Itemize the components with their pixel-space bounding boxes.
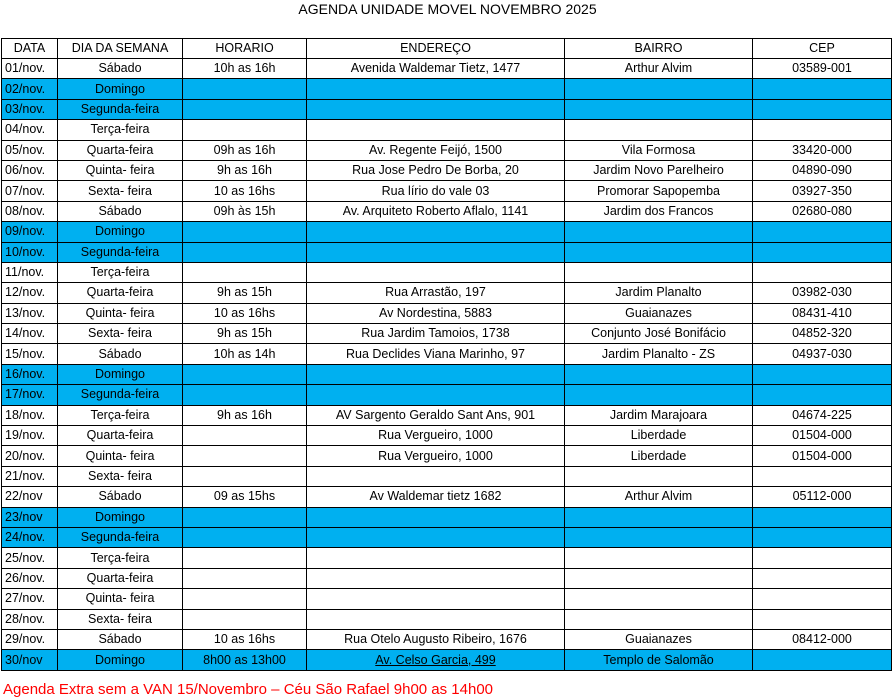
cell-date: 06/nov. bbox=[2, 160, 58, 180]
cell-address bbox=[307, 262, 565, 282]
schedule-table-body bbox=[2, 59, 892, 671]
cell-neighborhood bbox=[565, 99, 753, 119]
footer-note: Agenda Extra sem a VAN 15/Novembro – Céu São Rafael 9h00 as 14h00 bbox=[3, 681, 494, 698]
table-row bbox=[2, 609, 892, 629]
cell-weekday: Sábado bbox=[58, 344, 183, 364]
cell-time: 09 as 15hs bbox=[183, 487, 307, 507]
cell-address bbox=[307, 568, 565, 588]
cell-neighborhood bbox=[565, 385, 753, 405]
cell-address: Av. Arquiteto Roberto Aflalo, 1141 bbox=[307, 201, 565, 221]
cell-weekday: Domingo bbox=[58, 650, 183, 670]
cell-address: Rua Arrastão, 197 bbox=[307, 283, 565, 303]
column-header-address: ENDEREÇO bbox=[307, 39, 565, 59]
cell-weekday: Domingo bbox=[58, 364, 183, 384]
table-row bbox=[2, 160, 892, 180]
cell-neighborhood bbox=[565, 79, 753, 99]
table-row bbox=[2, 405, 892, 425]
column-header-weekday: DIA DA SEMANA bbox=[58, 39, 183, 59]
cell-address bbox=[307, 466, 565, 486]
cell-neighborhood: Vila Formosa bbox=[565, 140, 753, 160]
cell-weekday: Quarta-feira bbox=[58, 140, 183, 160]
cell-time bbox=[183, 242, 307, 262]
cell-zip bbox=[753, 548, 892, 568]
cell-zip: 01504-000 bbox=[753, 426, 892, 446]
cell-date: 04/nov. bbox=[2, 120, 58, 140]
cell-time bbox=[183, 507, 307, 527]
cell-time: 10h as 14h bbox=[183, 344, 307, 364]
cell-time: 9h as 15h bbox=[183, 324, 307, 344]
cell-zip bbox=[753, 120, 892, 140]
cell-date: 27/nov. bbox=[2, 589, 58, 609]
cell-zip bbox=[753, 99, 892, 119]
cell-date: 25/nov. bbox=[2, 548, 58, 568]
cell-address: Avenida Waldemar Tietz, 1477 bbox=[307, 59, 565, 79]
cell-weekday: Segunda-feira bbox=[58, 385, 183, 405]
cell-date: 19/nov. bbox=[2, 426, 58, 446]
cell-date: 23/nov bbox=[2, 507, 58, 527]
cell-address bbox=[307, 589, 565, 609]
cell-date: 17/nov. bbox=[2, 385, 58, 405]
cell-date: 08/nov. bbox=[2, 201, 58, 221]
cell-weekday: Sexta- feira bbox=[58, 181, 183, 201]
cell-weekday: Segunda-feira bbox=[58, 99, 183, 119]
cell-neighborhood bbox=[565, 466, 753, 486]
table-row bbox=[2, 487, 892, 507]
cell-date: 02/nov. bbox=[2, 79, 58, 99]
cell-neighborhood: Conjunto José Bonifácio bbox=[565, 324, 753, 344]
table-row bbox=[2, 385, 892, 405]
cell-weekday: Sábado bbox=[58, 59, 183, 79]
cell-address: Rua Jardim Tamoios, 1738 bbox=[307, 324, 565, 344]
cell-date: 29/nov. bbox=[2, 629, 58, 649]
column-header-zip: CEP bbox=[753, 39, 892, 59]
cell-address: Rua Vergueiro, 1000 bbox=[307, 446, 565, 466]
cell-date: 16/nov. bbox=[2, 364, 58, 384]
cell-address bbox=[307, 507, 565, 527]
cell-address bbox=[307, 527, 565, 547]
cell-date: 10/nov. bbox=[2, 242, 58, 262]
cell-zip bbox=[753, 507, 892, 527]
table-row bbox=[2, 201, 892, 221]
cell-time: 10 as 16hs bbox=[183, 303, 307, 323]
table-row bbox=[2, 548, 892, 568]
cell-weekday: Domingo bbox=[58, 507, 183, 527]
cell-date: 01/nov. bbox=[2, 59, 58, 79]
cell-zip: 08412-000 bbox=[753, 629, 892, 649]
cell-time bbox=[183, 589, 307, 609]
cell-address: Av Waldemar tietz 1682 bbox=[307, 487, 565, 507]
cell-weekday: Segunda-feira bbox=[58, 527, 183, 547]
table-row bbox=[2, 650, 892, 670]
table-row bbox=[2, 507, 892, 527]
cell-zip: 03927-350 bbox=[753, 181, 892, 201]
column-header-time: HORARIO bbox=[183, 39, 307, 59]
table-row bbox=[2, 303, 892, 323]
cell-time bbox=[183, 262, 307, 282]
cell-time: 9h as 15h bbox=[183, 283, 307, 303]
cell-date: 09/nov. bbox=[2, 222, 58, 242]
cell-address: AV Sargento Geraldo Sant Ans, 901 bbox=[307, 405, 565, 425]
cell-weekday: Quinta- feira bbox=[58, 303, 183, 323]
table-row bbox=[2, 262, 892, 282]
cell-neighborhood: Guaianazes bbox=[565, 303, 753, 323]
cell-address: Rua lírio do vale 03 bbox=[307, 181, 565, 201]
cell-neighborhood: Liberdade bbox=[565, 446, 753, 466]
cell-neighborhood bbox=[565, 364, 753, 384]
cell-neighborhood: Promorar Sapopemba bbox=[565, 181, 753, 201]
cell-time bbox=[183, 527, 307, 547]
cell-weekday: Segunda-feira bbox=[58, 242, 183, 262]
table-row bbox=[2, 99, 892, 119]
cell-zip bbox=[753, 527, 892, 547]
cell-address: Rua Otelo Augusto Ribeiro, 1676 bbox=[307, 629, 565, 649]
cell-weekday: Quarta-feira bbox=[58, 568, 183, 588]
cell-weekday: Sábado bbox=[58, 201, 183, 221]
cell-date: 30/nov bbox=[2, 650, 58, 670]
cell-weekday: Terça-feira bbox=[58, 548, 183, 568]
cell-address: Rua Declides Viana Marinho, 97 bbox=[307, 344, 565, 364]
cell-weekday: Sábado bbox=[58, 487, 183, 507]
table-row bbox=[2, 364, 892, 384]
table-row bbox=[2, 568, 892, 588]
cell-time: 10h as 16h bbox=[183, 59, 307, 79]
table-row bbox=[2, 283, 892, 303]
column-header-date: DATA bbox=[2, 39, 58, 59]
cell-weekday: Sexta- feira bbox=[58, 324, 183, 344]
table-row bbox=[2, 344, 892, 364]
cell-time bbox=[183, 364, 307, 384]
cell-date: 28/nov. bbox=[2, 609, 58, 629]
cell-zip bbox=[753, 262, 892, 282]
cell-weekday: Quarta-feira bbox=[58, 283, 183, 303]
cell-neighborhood: Jardim Planalto - ZS bbox=[565, 344, 753, 364]
cell-time: 8h00 as 13h00 bbox=[183, 650, 307, 670]
cell-address bbox=[307, 609, 565, 629]
cell-date: 13/nov. bbox=[2, 303, 58, 323]
cell-zip: 04852-320 bbox=[753, 324, 892, 344]
cell-date: 26/nov. bbox=[2, 568, 58, 588]
cell-neighborhood: Jardim Novo Parelheiro bbox=[565, 160, 753, 180]
cell-address: Rua Jose Pedro De Borba, 20 bbox=[307, 160, 565, 180]
cell-neighborhood bbox=[565, 507, 753, 527]
table-row bbox=[2, 59, 892, 79]
cell-time: 9h as 16h bbox=[183, 160, 307, 180]
cell-neighborhood: Arthur Alvim bbox=[565, 59, 753, 79]
cell-date: 18/nov. bbox=[2, 405, 58, 425]
cell-date: 05/nov. bbox=[2, 140, 58, 160]
table-header-row bbox=[2, 39, 892, 59]
cell-zip: 33420-000 bbox=[753, 140, 892, 160]
cell-zip bbox=[753, 242, 892, 262]
table-row bbox=[2, 466, 892, 486]
cell-date: 20/nov. bbox=[2, 446, 58, 466]
cell-time bbox=[183, 99, 307, 119]
cell-time bbox=[183, 385, 307, 405]
cell-time: 09h às 15h bbox=[183, 201, 307, 221]
cell-zip: 03589-001 bbox=[753, 59, 892, 79]
cell-address bbox=[307, 79, 565, 99]
cell-zip: 04890-090 bbox=[753, 160, 892, 180]
cell-neighborhood bbox=[565, 120, 753, 140]
cell-time bbox=[183, 426, 307, 446]
cell-weekday: Sexta- feira bbox=[58, 466, 183, 486]
cell-zip: 02680-080 bbox=[753, 201, 892, 221]
table-row bbox=[2, 181, 892, 201]
cell-neighborhood: Liberdade bbox=[565, 426, 753, 446]
cell-neighborhood bbox=[565, 548, 753, 568]
table-row bbox=[2, 140, 892, 160]
cell-zip bbox=[753, 364, 892, 384]
cell-neighborhood: Guaianazes bbox=[565, 629, 753, 649]
cell-zip bbox=[753, 385, 892, 405]
cell-address bbox=[307, 120, 565, 140]
cell-neighborhood bbox=[565, 589, 753, 609]
cell-time bbox=[183, 609, 307, 629]
cell-date: 22/nov bbox=[2, 487, 58, 507]
cell-address bbox=[307, 99, 565, 119]
cell-time bbox=[183, 548, 307, 568]
cell-zip bbox=[753, 650, 892, 670]
table-row bbox=[2, 120, 892, 140]
cell-weekday: Quinta- feira bbox=[58, 160, 183, 180]
cell-time bbox=[183, 568, 307, 588]
table-row bbox=[2, 629, 892, 649]
cell-address bbox=[307, 650, 565, 670]
cell-neighborhood: Arthur Alvim bbox=[565, 487, 753, 507]
cell-date: 03/nov. bbox=[2, 99, 58, 119]
cell-time bbox=[183, 222, 307, 242]
cell-time: 9h as 16h bbox=[183, 405, 307, 425]
cell-time bbox=[183, 446, 307, 466]
cell-zip: 04674-225 bbox=[753, 405, 892, 425]
address-link[interactable]: Av. Celso Garcia, 499 bbox=[375, 652, 496, 667]
cell-zip: 04937-030 bbox=[753, 344, 892, 364]
column-header-neighborhood: BAIRRO bbox=[565, 39, 753, 59]
cell-address bbox=[307, 364, 565, 384]
cell-address: Av. Regente Feijó, 1500 bbox=[307, 140, 565, 160]
cell-neighborhood: Jardim dos Francos bbox=[565, 201, 753, 221]
cell-time bbox=[183, 120, 307, 140]
cell-weekday: Quarta-feira bbox=[58, 426, 183, 446]
cell-neighborhood: Jardim Planalto bbox=[565, 283, 753, 303]
cell-address bbox=[307, 242, 565, 262]
cell-time: 10 as 16hs bbox=[183, 181, 307, 201]
cell-neighborhood bbox=[565, 568, 753, 588]
cell-date: 12/nov. bbox=[2, 283, 58, 303]
table-row bbox=[2, 446, 892, 466]
cell-weekday: Terça-feira bbox=[58, 262, 183, 282]
cell-neighborhood: Jardim Marajoara bbox=[565, 405, 753, 425]
cell-zip bbox=[753, 466, 892, 486]
cell-weekday: Quinta- feira bbox=[58, 446, 183, 466]
table-row bbox=[2, 242, 892, 262]
cell-zip: 03982-030 bbox=[753, 283, 892, 303]
table-row bbox=[2, 79, 892, 99]
cell-weekday: Sábado bbox=[58, 629, 183, 649]
table-row bbox=[2, 589, 892, 609]
cell-date: 14/nov. bbox=[2, 324, 58, 344]
cell-zip bbox=[753, 79, 892, 99]
cell-address bbox=[307, 548, 565, 568]
table-row bbox=[2, 426, 892, 446]
cell-neighborhood bbox=[565, 222, 753, 242]
cell-date: 24/nov. bbox=[2, 527, 58, 547]
cell-neighborhood: Templo de Salomão bbox=[565, 650, 753, 670]
cell-date: 15/nov. bbox=[2, 344, 58, 364]
cell-weekday: Terça-feira bbox=[58, 405, 183, 425]
cell-zip bbox=[753, 609, 892, 629]
cell-zip: 01504-000 bbox=[753, 446, 892, 466]
cell-weekday: Domingo bbox=[58, 222, 183, 242]
cell-weekday: Sexta- feira bbox=[58, 609, 183, 629]
page-title: AGENDA UNIDADE MOVEL NOVEMBRO 2025 bbox=[298, 1, 597, 17]
cell-time: 09h as 16h bbox=[183, 140, 307, 160]
cell-address: Av Nordestina, 5883 bbox=[307, 303, 565, 323]
cell-time bbox=[183, 466, 307, 486]
cell-weekday: Domingo bbox=[58, 79, 183, 99]
cell-time: 10 as 16hs bbox=[183, 629, 307, 649]
cell-zip bbox=[753, 222, 892, 242]
schedule-table bbox=[1, 38, 892, 671]
cell-address bbox=[307, 385, 565, 405]
cell-neighborhood bbox=[565, 609, 753, 629]
table-row bbox=[2, 222, 892, 242]
cell-time bbox=[183, 79, 307, 99]
cell-neighborhood bbox=[565, 527, 753, 547]
cell-date: 07/nov. bbox=[2, 181, 58, 201]
cell-zip: 08431-410 bbox=[753, 303, 892, 323]
cell-neighborhood bbox=[565, 262, 753, 282]
cell-zip: 05112-000 bbox=[753, 487, 892, 507]
cell-weekday: Terça-feira bbox=[58, 120, 183, 140]
cell-zip bbox=[753, 589, 892, 609]
cell-address: Rua Vergueiro, 1000 bbox=[307, 426, 565, 446]
cell-neighborhood bbox=[565, 242, 753, 262]
cell-date: 21/nov. bbox=[2, 466, 58, 486]
table-row bbox=[2, 324, 892, 344]
cell-weekday: Quinta- feira bbox=[58, 589, 183, 609]
cell-address bbox=[307, 222, 565, 242]
cell-date: 11/nov. bbox=[2, 262, 58, 282]
table-row bbox=[2, 527, 892, 547]
cell-zip bbox=[753, 568, 892, 588]
